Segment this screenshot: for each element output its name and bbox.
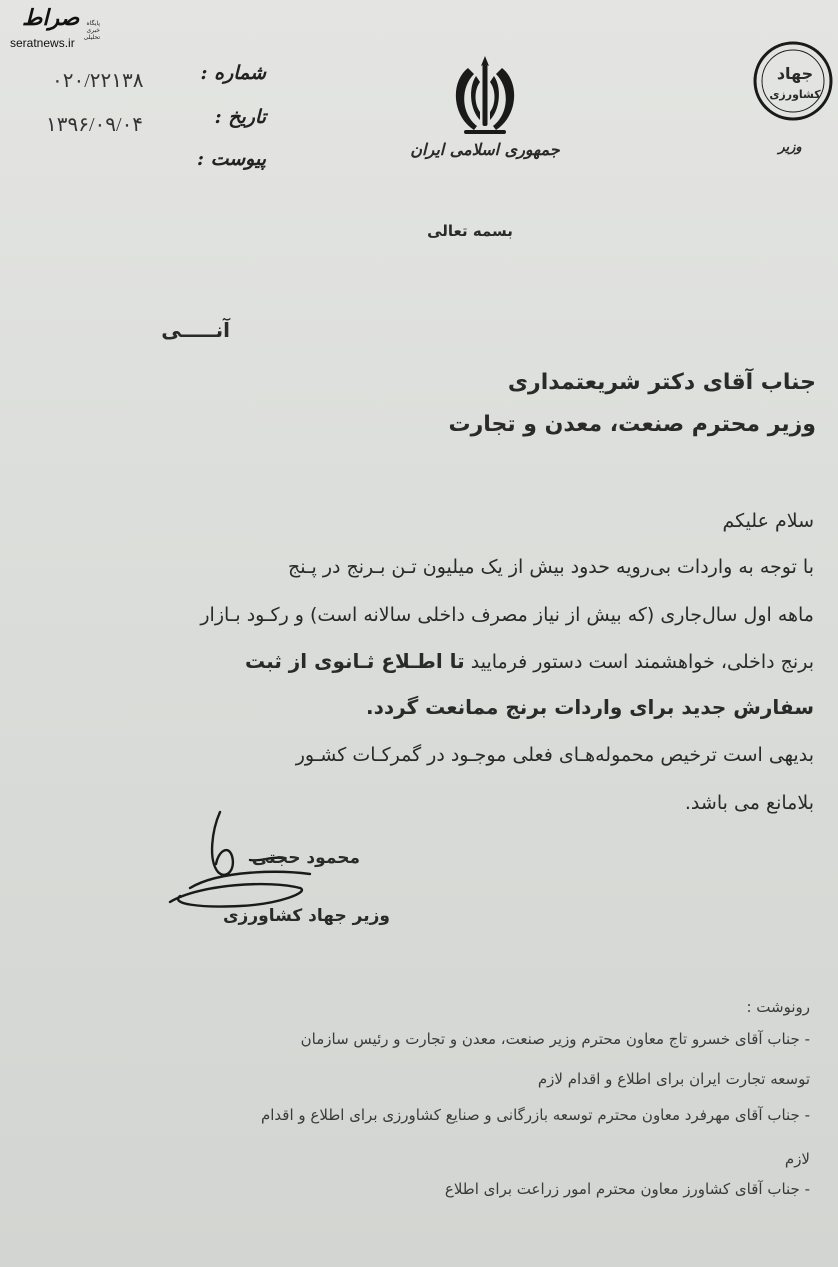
body-line-1: با توجه به واردات بی‌رویه حدود بیش از یک میلیون تـن بـرنج در پـنج [287, 556, 814, 578]
attachment-label: پیوست : [196, 148, 266, 170]
cc-line-1: - جناب آقای خسرو تاج معاون محترم وزیر صنعت، معدن و تجارت و رئیس سازمان [300, 1030, 810, 1048]
body-tail-line-2: بلامانع می باشد. [684, 792, 814, 814]
cc-line-2: توسعه تجارت ایران برای اطلاع و اقدام لازم [537, 1070, 810, 1088]
minister-caption: وزیر [778, 140, 802, 155]
ministry-name-top: جهاد [776, 64, 814, 83]
date-label: تاریخ : [214, 106, 266, 128]
cc-line-4: لازم [784, 1150, 810, 1168]
body-tail-line-1: بدیهی است ترخیص محموله‌هـای فعلی موجـود در گمرکـات کشـور [295, 744, 814, 766]
iran-emblem-icon [430, 50, 540, 140]
signer-name: محمود حجتی [251, 848, 360, 868]
cc-line-5: - جناب آقای کشاورز معاون محترم امور زراعت برای اطلاع [444, 1180, 810, 1198]
watermark-url: seratnews.ir [10, 36, 75, 50]
body-bold-line: سفارش جدید برای واردات برنج ممانعت گردد. [366, 695, 814, 719]
priority-mark: آنـــــی [161, 318, 230, 342]
cc-heading: رونوشت : [746, 998, 810, 1016]
signer-title: وزیر جهاد کشاورزی [222, 906, 390, 926]
number-label: شماره : [200, 62, 266, 84]
body-line-2: ماهه اول سال‌جاری (که بیش از نیاز مصرف داخلی سالانه است) و رکـود بـازار [200, 604, 814, 626]
watermark [8, 6, 100, 50]
body-line-3 [114, 648, 814, 675]
recipient-title: وزیر محترم صنعت، معدن و تجارت [448, 412, 816, 437]
body-bold-inline: تا اطـلاع ثـانوی از ثبت [244, 649, 465, 673]
body-line-3-text: برنج داخلی، خواهشمند است دستور فرمایید [470, 651, 814, 673]
ministry-name-bottom: کشاورزی [769, 88, 821, 101]
letter-number: ۰۲۰/۲۲۱۳۸ [52, 70, 144, 92]
watermark-logo: صراط [22, 6, 80, 31]
watermark-subtitle: پایگاه خبری تحلیلی [83, 20, 100, 41]
recipient-name: جناب آقای دکتر شریعتمداری [507, 370, 816, 395]
cc-line-3: - جناب آقای مهرفرد معاون محترم توسعه بازرگانی و صنایع کشاورزی برای اطلاع و اقدام [260, 1106, 810, 1124]
letter-date: ۱۳۹۶/۰۹/۰۴ [46, 114, 144, 136]
emblem-caption: جمهوری اسلامی ایران [410, 140, 560, 159]
greeting: سلام علیکم [722, 510, 814, 532]
invocation: بسمه تعالی [427, 222, 513, 240]
